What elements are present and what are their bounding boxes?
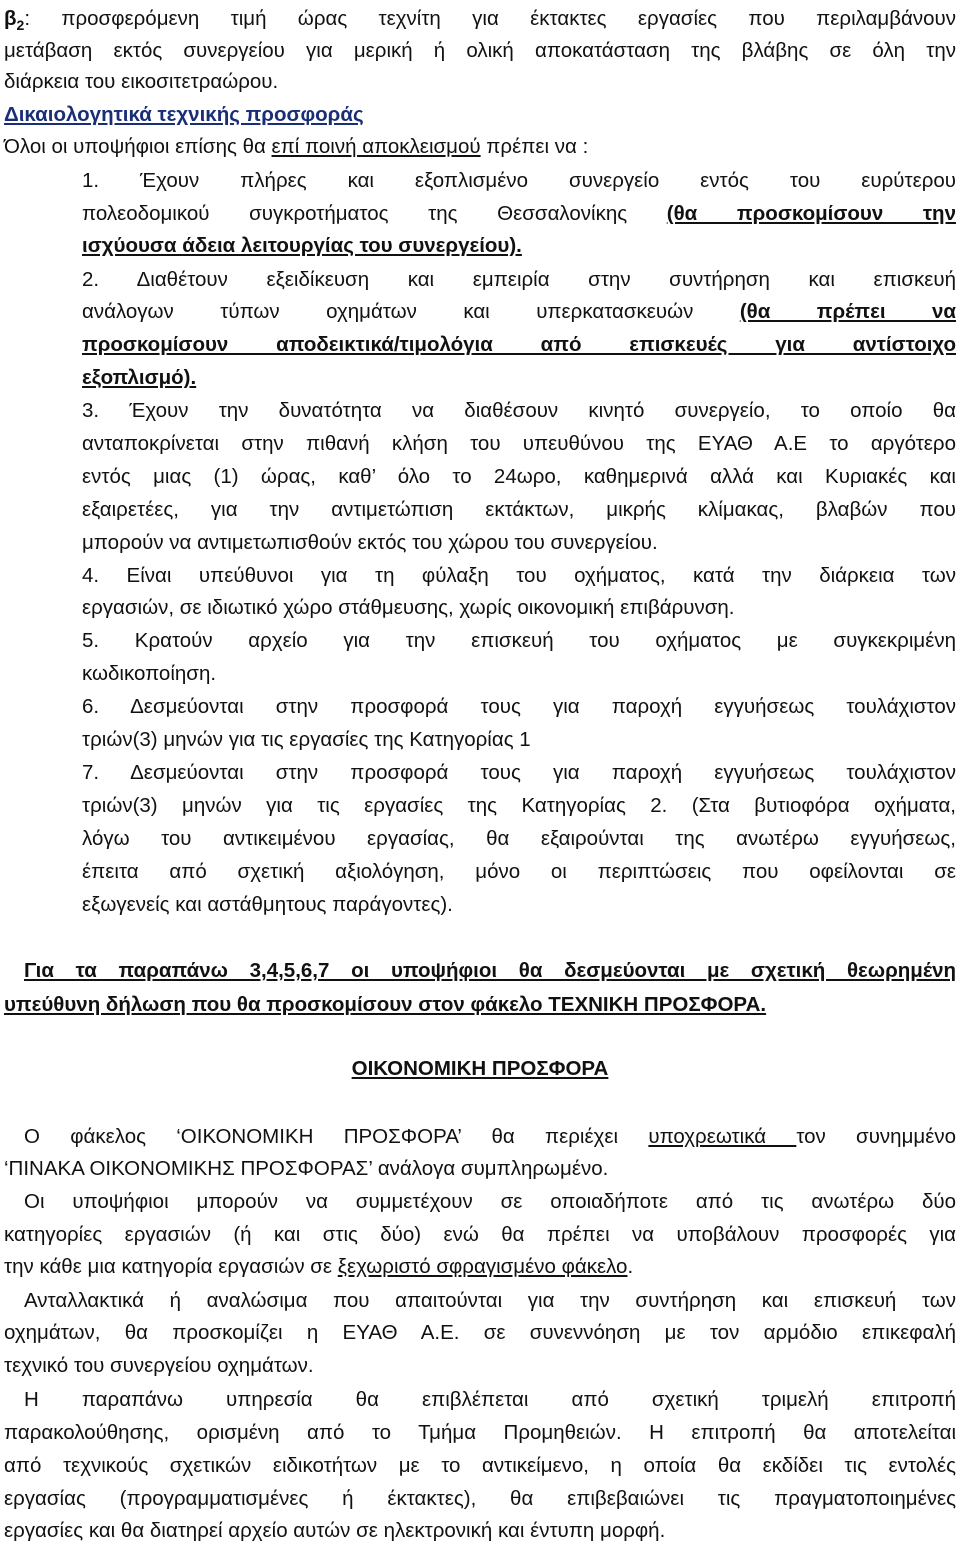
financial-p2-line-3 bbox=[4, 1251, 956, 1282]
financial-p4-line-1: Η παραπάνω υπηρεσία θα επιβλέπεται από σχετική τριμελή επιτροπή bbox=[24, 1388, 956, 1411]
financial-p3-line-1: Ανταλλακτικά ή αναλώσιμα που απαιτούνται για την συντήρηση και επισκευή των bbox=[24, 1289, 956, 1312]
item-2-plain: ανάλογων τύπων οχημάτων και υπερκατασκευών bbox=[82, 300, 740, 323]
item-2-line-3: προσκομίσουν αποδεικτικά/τιμολόγια από επισκευές για αντίστοιχο bbox=[82, 333, 956, 356]
intro-text: : προσφερόμενη τιμή ώρας τεχνίτη για έκτακτες εργασίες που περιλαμβάνουν bbox=[24, 7, 956, 30]
item-1-plain: πολεοδομικού συγκροτήματος της Θεσσαλονίκης bbox=[82, 202, 667, 225]
declaration-line-1: Για τα παραπάνω 3,4,5,6,7 οι υποψήφιοι θα δεσμεύονται με σχετική θεωρημένη bbox=[24, 959, 956, 982]
item-3-line-1: 3. Έχουν την δυνατότητα να διαθέσουν κινητό συνεργείο, το οποίο θα bbox=[82, 399, 956, 422]
declaration-line-2: υπεύθυνη δήλωση που θα προσκομίσουν στον φάκελο ΤΕΧΝΙΚΗ ΠΡΟΣΦΟΡΑ. bbox=[4, 993, 767, 1016]
item-6-line-1: 6. Δεσμεύονται στην προσφορά τους για παροχή εγγυήσεως τουλάχιστον bbox=[82, 695, 956, 718]
beta-symbol: β bbox=[4, 7, 17, 30]
p1-underlined: υποχρεωτικά bbox=[648, 1125, 797, 1148]
financial-offer-title: ΟΙΚΟΝΟΜΙΚΗ ΠΡΟΣΦΟΡΑ bbox=[351, 1057, 609, 1080]
item-3-line-3: εντός μιας (1) ώρας, καθ’ όλο το 24ωρο, καθημερινά αλλά και Κυριακές και bbox=[82, 465, 956, 488]
item-3-line-4: εξαιρετέες, για την αντιμετώπιση εκτάκτων, μικρής κλίμακας, βλαβών που bbox=[82, 498, 956, 521]
lead-pre: Όλοι οι υποψήφιοι επίσης θα bbox=[4, 135, 272, 158]
item-2-line-1: 2. Διαθέτουν εξειδίκευση και εμπειρία στην συντήρηση και επισκευή bbox=[82, 268, 956, 291]
financial-p4-line-3: από τεχνικούς σχετικών ειδικοτήτων με το αντικείμενο, η οποία θα εκδίδει τις εντολές bbox=[4, 1454, 956, 1477]
item-7-line-4: έπειτα από σχετική αξιολόγηση, μόνο οι περιπτώσεις που οφείλονται σε bbox=[82, 860, 956, 883]
lead-underlined: επί ποινή αποκλεισμού bbox=[271, 135, 481, 158]
item-5-line-1: 5. Κρατούν αρχείο για την επισκευή του οχήματος με συγκεκριμένη bbox=[82, 629, 956, 652]
financial-p4-line-2: παρακολούθησης, ορισμένη από το Τμήμα Προμηθειών. Η επιτροπή θα αποτελείται bbox=[4, 1421, 956, 1444]
item-1-line-3: ισχύουσα άδεια λειτουργίας του συνεργείου). bbox=[82, 234, 522, 257]
item-1-line-2 bbox=[82, 198, 956, 229]
item-2-bold: (θα πρέπει να bbox=[739, 300, 957, 323]
financial-p1-line-2: ‘ΠΙΝΑΚΑ ΟΙΚΟΝΟΜΙΚΗΣ ΠΡΟΣΦΟΡΑΣ’ ανάλογα συμπληρωμένο. bbox=[4, 1157, 609, 1180]
financial-p4-line-4: εργασίας (προγραμματισμένες ή έκτακτες), θα επιβεβαιώνει τις πραγματοποιημένες bbox=[4, 1487, 956, 1510]
item-3-line-5: μπορούν να αντιμετωπισθούν εκτός του χώρου του συνεργείου. bbox=[82, 531, 658, 554]
item-3-line-2: ανταποκρίνεται στην πιθανή κλήση του υπευθύνου της ΕΥΑΘ Α.Ε το αργότερο bbox=[82, 432, 956, 455]
financial-p3-line-3: τεχνικό του συνεργείου οχημάτων. bbox=[4, 1354, 314, 1377]
financial-p2-line-1: Οι υποψήφιοι μπορούν να συμμετέχουν σε οποιαδήποτε από τις ανωτέρω δύο bbox=[24, 1190, 956, 1213]
financial-p3-line-2: οχημάτων, θα προσκομίζει η ΕΥΑΘ Α.Ε. σε συνεννόηση με τον αρμόδιο επικεφαλή bbox=[4, 1321, 956, 1344]
item-7-line-2: τριών(3) μηνών για τις εργασίες της Κατηγορίας 2. (Στα βυτιοφόρα οχήματα, bbox=[82, 794, 956, 817]
p1-post: τον συνημμένο bbox=[796, 1125, 956, 1148]
beta-subscript: 2 bbox=[16, 17, 25, 34]
lead-post: πρέπει να : bbox=[480, 135, 589, 158]
p2-post: . bbox=[627, 1255, 634, 1278]
intro-line-1 bbox=[4, 3, 956, 34]
p1-pre: Ο φάκελος ‘ΟΙΚΟΝΟΜΙΚΗ ΠΡΟΣΦΟΡΑ’ θα περιέχει bbox=[24, 1125, 649, 1148]
tech-docs-lead bbox=[4, 131, 956, 162]
p2-underlined: ξεχωριστό σφραγισμένο φάκελο bbox=[337, 1255, 628, 1278]
financial-p2-line-2: κατηγορίες εργασιών (ή και στις δύο) ενώ θα πρέπει να υποβάλουν προσφορές για bbox=[4, 1223, 956, 1246]
item-2-line-4: εξοπλισμό). bbox=[82, 366, 197, 389]
item-7-line-1: 7. Δεσμεύονται στην προσφορά τους για παροχή εγγυήσεως τουλάχιστον bbox=[82, 761, 956, 784]
item-4-line-2: εργασιών, σε ιδιωτικό χώρο στάθμευσης, χωρίς οικονομική επιβάρυνση. bbox=[82, 596, 735, 619]
financial-p4-line-5: εργασίες και θα διατηρεί αρχείο αυτών σε ηλεκτρονική και έντυπη μορφή. bbox=[4, 1519, 666, 1542]
tech-docs-heading: Δικαιολογητικά τεχνικής προσφοράς bbox=[4, 103, 364, 126]
p2-pre: την κάθε μια κατηγορία εργασιών σε bbox=[4, 1255, 338, 1278]
item-2-line-2 bbox=[82, 296, 956, 327]
item-4-line-1: 4. Είναι υπεύθυνοι για τη φύλαξη του οχήματος, κατά την διάρκεια των bbox=[82, 564, 956, 587]
item-7-line-5: εξωγενείς και αστάθμητους παράγοντες). bbox=[82, 893, 453, 916]
financial-p1-line-1 bbox=[24, 1121, 956, 1152]
intro-line-2: μετάβαση εκτός συνεργείου για μερική ή ολική αποκατάσταση της βλάβης σε όλη την bbox=[4, 39, 956, 62]
item-7-line-3: λόγω του αντικειμένου εργασίας, θα εξαιρούνται της ανωτέρω εγγυήσεως, bbox=[82, 827, 956, 850]
intro-line-3: διάρκεια του εικοσιτετραώρου. bbox=[4, 70, 279, 93]
item-5-line-2: κωδικοποίηση. bbox=[82, 662, 217, 685]
item-1-line-1: 1. Έχουν πλήρες και εξοπλισμένο συνεργείο εντός του ευρύτερου bbox=[82, 169, 956, 192]
item-6-line-2: τριών(3) μηνών για τις εργασίες της Κατηγορίας 1 bbox=[82, 728, 531, 751]
item-1-bold: (θα προσκομίσουν την bbox=[666, 202, 956, 225]
